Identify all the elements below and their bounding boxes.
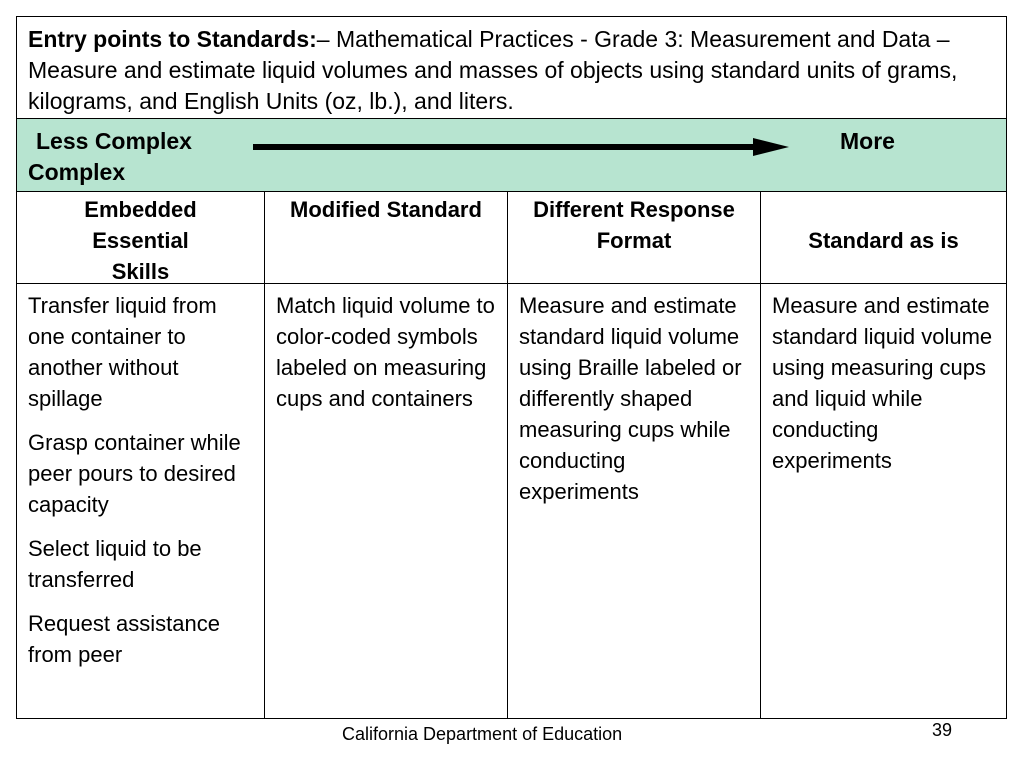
embedded-skill-3: Select liquid to be transferred — [28, 536, 202, 592]
header-embedded-line2: Essential — [92, 228, 189, 253]
header-different — [508, 192, 760, 284]
header-embedded-line3: Skills — [111, 259, 170, 284]
title-text: – Mathematical Practices - Grade 3: Measurement and Data – Measure and estimate liquid volumes and masses of objects using standard units of grams, kilograms, and English Units (oz, lb.), and liters. — [28, 26, 958, 114]
title-cell — [17, 17, 1006, 119]
complexity-band — [17, 119, 1006, 192]
header-row — [17, 192, 1006, 284]
standards-table — [16, 16, 1007, 719]
header-standard — [761, 192, 1006, 284]
complex-label: Complex — [28, 159, 126, 185]
header-embedded-line1: Embedded — [84, 197, 197, 222]
cell-modified — [265, 284, 507, 718]
standard-text: Measure and estimate standard liquid volume using measuring cups and liquid while conducting experiments — [772, 293, 993, 473]
cell-different — [508, 284, 760, 718]
column-divider — [264, 192, 265, 718]
header-embedded — [17, 192, 264, 284]
footer-source: California Department of Education — [342, 724, 623, 744]
embedded-skill-2: Grasp container while peer pours to desired capacity — [28, 430, 241, 517]
header-different-line2: Format — [596, 228, 672, 253]
cell-standard — [761, 284, 1006, 718]
modified-text: Match liquid volume to color-coded symbols labeled on measuring cups and containers — [276, 293, 495, 411]
embedded-skill-1: Transfer liquid from one container to another without spillage — [28, 293, 217, 411]
title-bold: Entry points to Standards: — [28, 26, 317, 52]
arrow-right-icon — [253, 136, 793, 158]
less-complex-label: Less Complex — [36, 128, 192, 154]
more-label: More — [840, 128, 895, 154]
embedded-skill-4: Request assistance from peer — [28, 611, 220, 667]
header-modified — [265, 192, 507, 284]
column-divider — [507, 192, 508, 718]
header-standard-line1: Standard as is — [808, 228, 959, 253]
cell-embedded — [17, 284, 264, 718]
different-text: Measure and estimate standard liquid volume using Braille labeled or differently shaped measuring cups while conducting experiments — [519, 293, 742, 504]
column-divider — [760, 192, 761, 718]
header-modified-line1: Modified Standard — [290, 197, 482, 222]
body-row — [17, 284, 1006, 718]
header-different-line1: Different Response — [533, 197, 735, 222]
page-number: 39 — [932, 720, 953, 740]
